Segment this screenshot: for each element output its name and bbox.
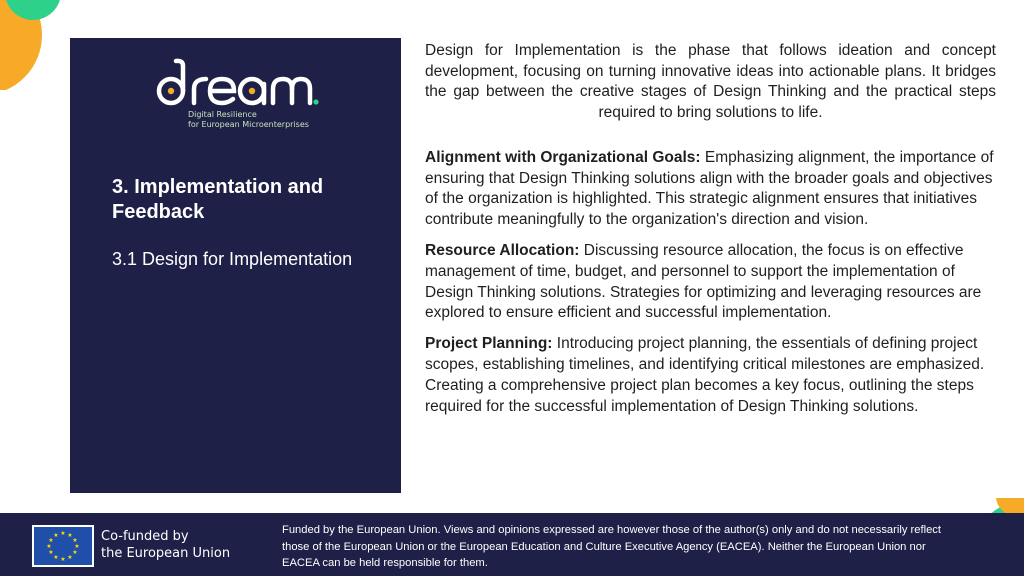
svg-text:★: ★: [48, 549, 54, 556]
point-text: Emphasizing alignment, the importance of ensuring that Design Thinking solutions align with the broader goals and objectives of the organization is highlighted. This strategic alignment ensures that initiatives contribute meaningfully to the organization's direction and vision.: [425, 148, 994, 229]
svg-text:★: ★: [60, 530, 66, 537]
footer-bar: [0, 513, 1024, 576]
intro-paragraph: Design for Implementation is the phase that follows ideation and concept development, focusing on turning innovative ideas into actionable plans. It bridges the gap between the creative stages of Design Thinking and the practical steps required to bring solutions to life.: [425, 42, 996, 122]
svg-text:★: ★: [60, 556, 66, 563]
logo-subtitle-line-1: Digital Resilience: [188, 110, 257, 119]
svg-text:★: ★: [67, 532, 73, 539]
svg-text:★: ★: [48, 537, 54, 544]
point-project-planning: [425, 334, 996, 417]
eu-flag-icon: [32, 525, 94, 567]
svg-text:★: ★: [53, 532, 59, 539]
cofunded-label: [101, 528, 230, 562]
point-text: Discussing resource allocation, the focus is on effective management of time, budget, and personnel to support the implementation of Design Thinking solutions. Strategies for optimizing and leveraging resources are explored to ensure efficient and successful implementation.: [425, 242, 982, 322]
cofunded-line-1: Co-funded by: [101, 529, 189, 544]
svg-text:★: ★: [67, 554, 73, 561]
corner-decoration-top-left: [0, 0, 70, 90]
point-heading: Alignment with Organizational Goals:: [425, 148, 701, 166]
point-alignment: [425, 148, 996, 231]
svg-text:★: ★: [72, 549, 78, 556]
svg-text:★: ★: [72, 537, 78, 544]
point-text: Introducing project planning, the essentials of defining project scopes, establishing timelines, and identifying critical milestones are emphasized. Creating a comprehensive project plan becomes a key focus, outlining the steps required for the successful implementation of Design Thinking solutions.: [425, 335, 985, 415]
cofunded-line-2: the European Union: [101, 546, 231, 561]
logo-subtitle: [188, 110, 309, 130]
section-title: 3. Implementation and Feedback: [112, 176, 324, 223]
point-heading: Resource Allocation:: [425, 242, 580, 259]
svg-text:★: ★: [46, 543, 52, 550]
dream-wordmark-logo: [154, 56, 324, 112]
svg-text:★: ★: [74, 543, 80, 550]
subsection-title: 3.1 Design for Implementation: [112, 249, 353, 269]
logo-subtitle-line-2: for European Microenterprises: [188, 120, 309, 129]
funding-disclaimer: Funded by the European Union. Views and opinions expressed are however those of the author(s) only and do not necessarily reflect those of the European Union or the European Education and Culture Executive Agency (EACEA). Neither the European Union nor EACEA can be held responsible for them.: [282, 524, 942, 569]
main-content: [425, 41, 996, 427]
point-heading: Project Planning:: [425, 335, 553, 353]
point-resource-allocation: [425, 241, 996, 324]
sidebar-panel: [70, 38, 401, 493]
svg-text:★: ★: [53, 554, 59, 561]
